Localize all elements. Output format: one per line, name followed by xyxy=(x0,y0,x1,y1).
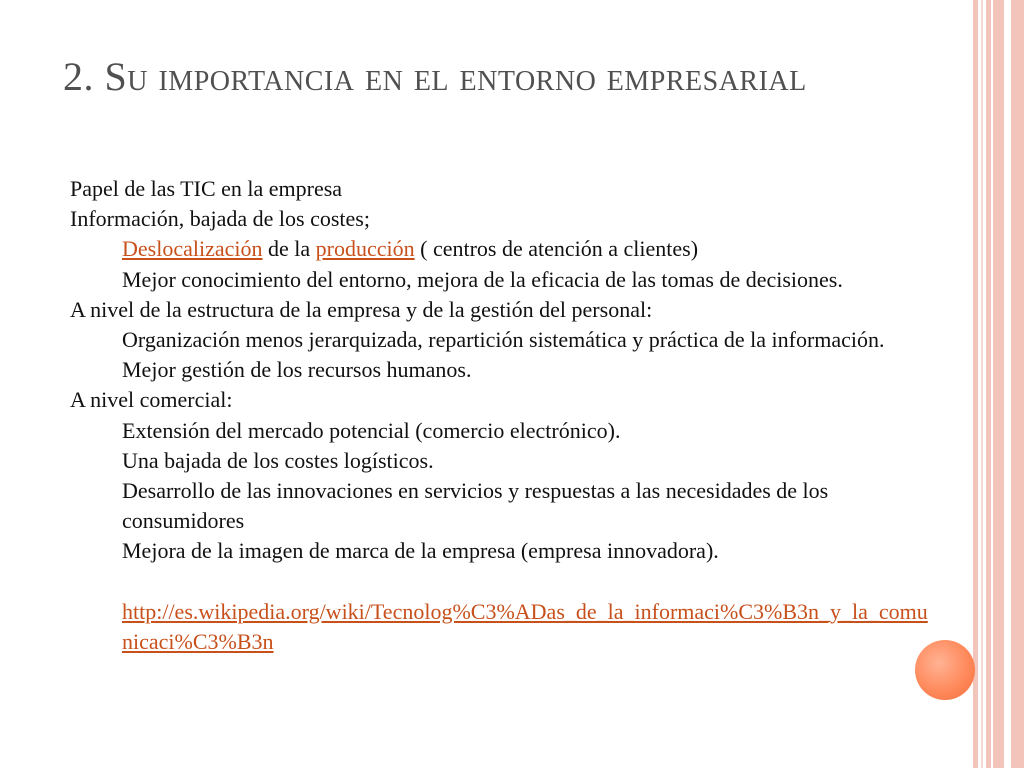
decorative-stripe xyxy=(986,0,991,768)
bullet-level2: Mejora de la imagen de marca de la empresa (empresa innovadora). xyxy=(122,538,719,564)
deslocalizacion-link[interactable]: Deslocalización xyxy=(122,236,263,262)
bullet-level2: Mejor gestión de los recursos humanos. xyxy=(122,357,472,383)
decorative-stripe xyxy=(1011,0,1024,768)
bullet-level2: Extensión del mercado potencial (comercio electrónico). xyxy=(122,417,621,443)
bullet-level1: A nivel comercial: xyxy=(70,387,233,413)
spacer xyxy=(70,567,950,597)
produccion-link[interactable]: producción xyxy=(315,236,415,262)
decorative-stripe xyxy=(981,0,983,768)
slide-title: 2. Su importancia en el entorno empresarial xyxy=(63,54,807,99)
decorative-stripe xyxy=(993,0,1004,768)
bullet-level2: Desarrollo de las innovaciones en servicios y respuestas a las necesidades de los consumidores xyxy=(122,478,829,534)
wikipedia-link[interactable]: http://es.wikipedia.org/wiki/Tecnolog%C3%ADas_de_la_informaci%C3%B3n_y_la_comunicaci%C3%B3n xyxy=(122,598,928,654)
bullet-level2: Organización menos jerarquizada, repartición sistemática y práctica de la información. xyxy=(122,327,885,353)
bullet-level1: Información, bajada de los costes; xyxy=(70,206,370,232)
bullet-level1: A nivel de la estructura de la empresa y de la gestión del personal: xyxy=(70,296,653,322)
bullet-level2 xyxy=(70,234,950,264)
bullet-level2: Mejor conocimiento del entorno, mejora de la eficacia de las tomas de decisiones. xyxy=(122,266,843,292)
bullet-level2 xyxy=(70,597,950,657)
decorative-circle xyxy=(915,640,975,700)
bullet-level1: Papel de las TIC en la empresa xyxy=(70,176,343,201)
bullet-text: ( centros de atención a clientes) xyxy=(414,236,699,262)
decorative-stripe xyxy=(973,0,978,768)
bullet-text: de la xyxy=(262,236,316,262)
slide-body xyxy=(70,174,950,657)
bullet-level2: Una bajada de los costes logísticos. xyxy=(122,447,434,473)
